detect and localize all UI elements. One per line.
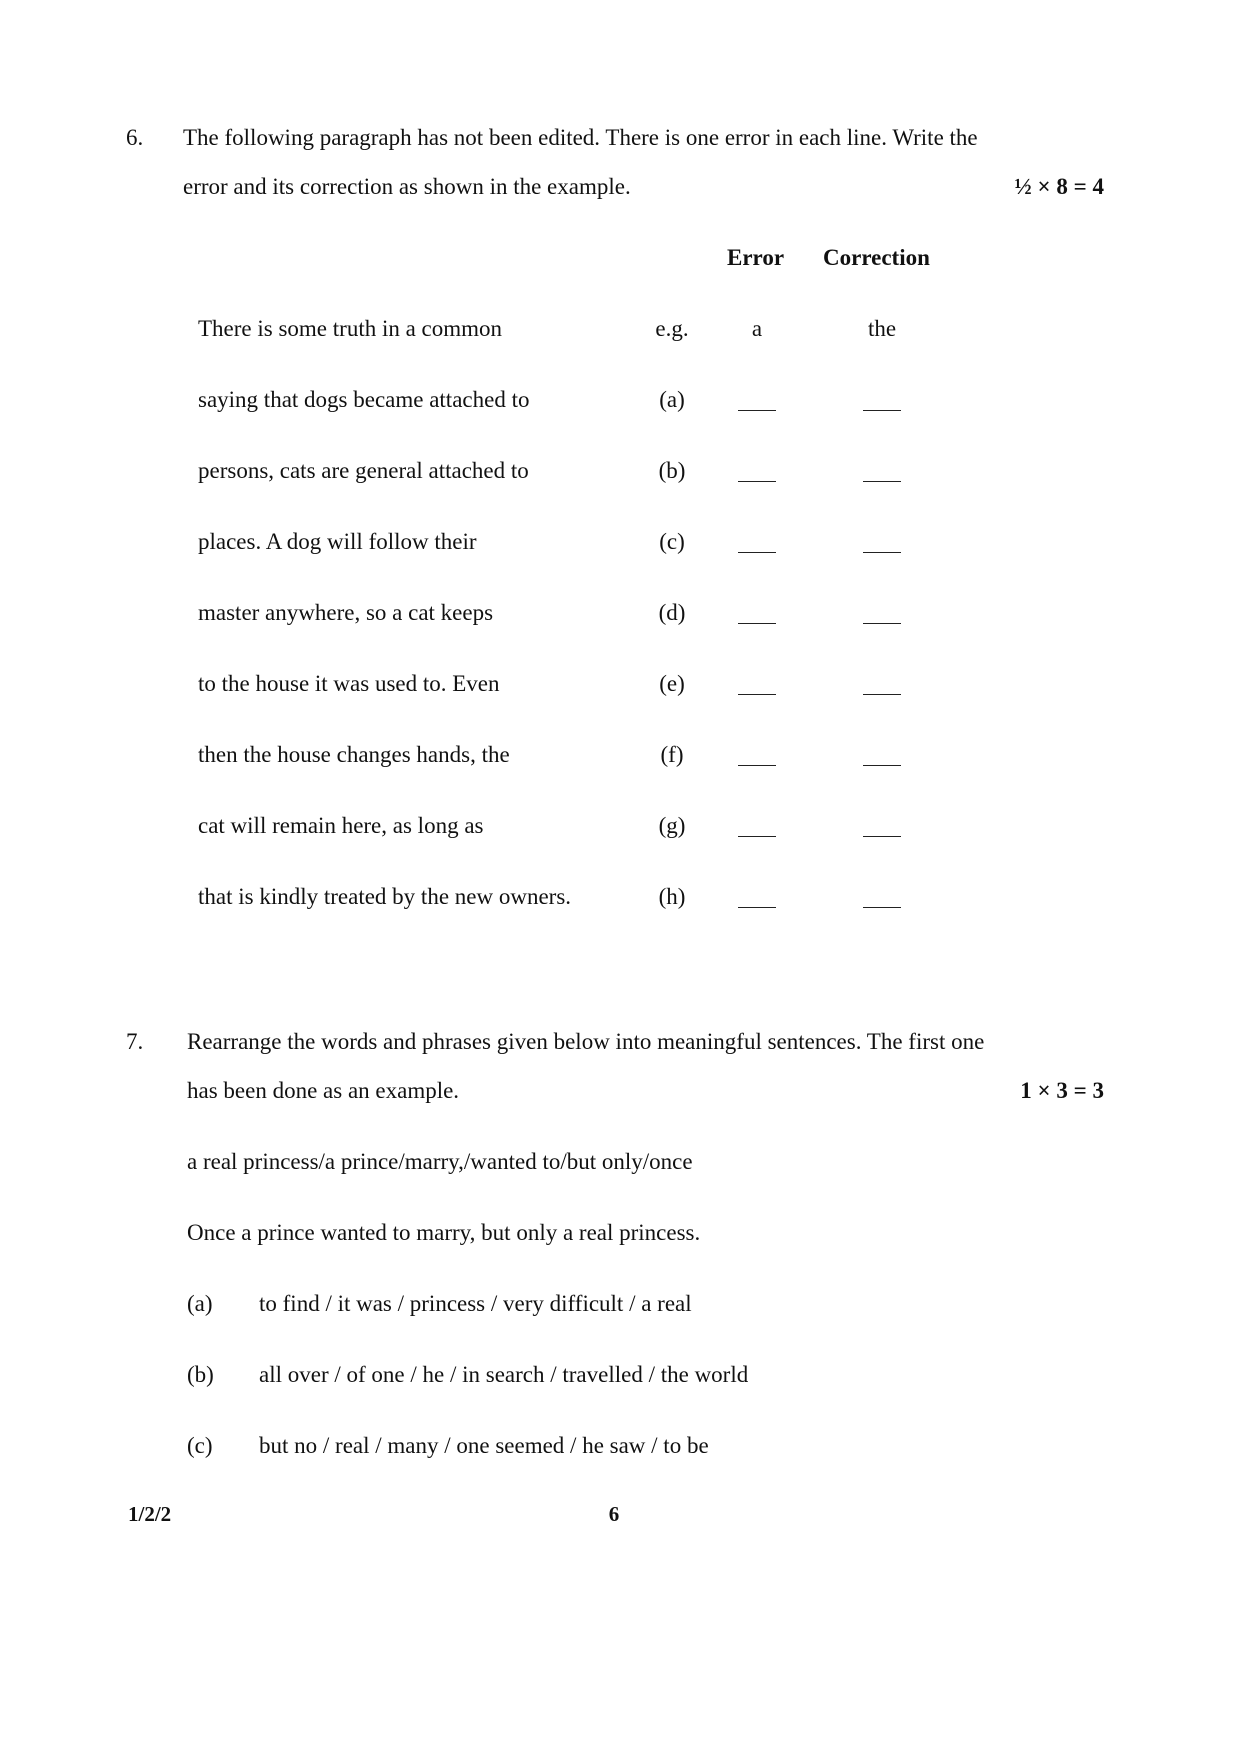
jumbled-phrases: all over / of one / he / in search / travelled / the world [259,1362,749,1387]
passage-line: that is kindly treated by the new owners. [198,884,572,909]
example-correction: the [867,316,897,341]
error-answer-blank[interactable] [738,410,776,411]
error-answer-blank[interactable] [738,481,776,482]
passage-line: cat will remain here, as long as [198,813,484,838]
passage-line: places. A dog will follow their [198,529,477,554]
error-answer-blank[interactable] [738,552,776,553]
passage-line: persons, cats are general attached to [198,458,529,483]
row-label: (g) [658,813,686,838]
correction-answer-blank[interactable] [863,765,901,766]
question-7-number: 7. [126,1029,144,1054]
row-label: e.g. [655,316,689,341]
passage-line: master anywhere, so a cat keeps [198,600,494,625]
row-label: (b) [658,458,686,483]
error-answer-blank[interactable] [738,623,776,624]
question-6-number: 6. [126,125,144,150]
paper-code: 1/2/2 [128,1502,172,1526]
passage-line: to the house it was used to. Even [198,671,500,696]
row-label: (f) [660,742,684,767]
column-header-error: Error [727,245,785,270]
correction-answer-blank[interactable] [863,481,901,482]
correction-answer-blank[interactable] [863,410,901,411]
correction-answer-blank[interactable] [863,694,901,695]
item-label: (c) [187,1433,213,1458]
question-7-instruction-line1: Rearrange the words and phrases given below into meaningful sentences. The first one [187,1029,985,1054]
question-6-instruction-line2: error and its correction as shown in the example. [183,174,631,199]
example-error: a [751,316,763,341]
question-7-instruction-line2: has been done as an example. [187,1078,460,1103]
page-number: 6 [608,1502,620,1526]
correction-answer-blank[interactable] [863,552,901,553]
example-jumbled-phrases: a real princess/a prince/marry,/wanted to/but only/once [187,1149,693,1174]
item-label: (a) [187,1291,213,1316]
row-label: (e) [659,671,685,696]
error-answer-blank[interactable] [738,694,776,695]
correction-answer-blank[interactable] [863,907,901,908]
row-label: (d) [658,600,686,625]
passage-line: saying that dogs became attached to [198,387,530,412]
passage-line: There is some truth in a common [198,316,503,341]
row-label: (c) [659,529,685,554]
correction-answer-blank[interactable] [863,836,901,837]
passage-line: then the house changes hands, the [198,742,510,767]
error-answer-blank[interactable] [738,836,776,837]
jumbled-phrases: but no / real / many / one seemed / he saw / to be [259,1433,709,1458]
correction-answer-blank[interactable] [863,623,901,624]
question-6-instruction-line1: The following paragraph has not been edited. There is one error in each line. Write the [183,125,978,150]
column-header-correction: Correction [823,245,930,270]
question-6-marks: ½ × 8 = 4 [1014,174,1104,199]
row-label: (h) [658,884,686,909]
error-answer-blank[interactable] [738,765,776,766]
row-label: (a) [659,387,685,412]
example-answer-sentence: Once a prince wanted to marry, but only a real princess. [187,1220,701,1245]
item-label: (b) [187,1362,214,1387]
question-7-marks: 1 × 3 = 3 [1020,1078,1104,1103]
jumbled-phrases: to find / it was / princess / very difficult / a real [259,1291,692,1316]
error-answer-blank[interactable] [738,907,776,908]
